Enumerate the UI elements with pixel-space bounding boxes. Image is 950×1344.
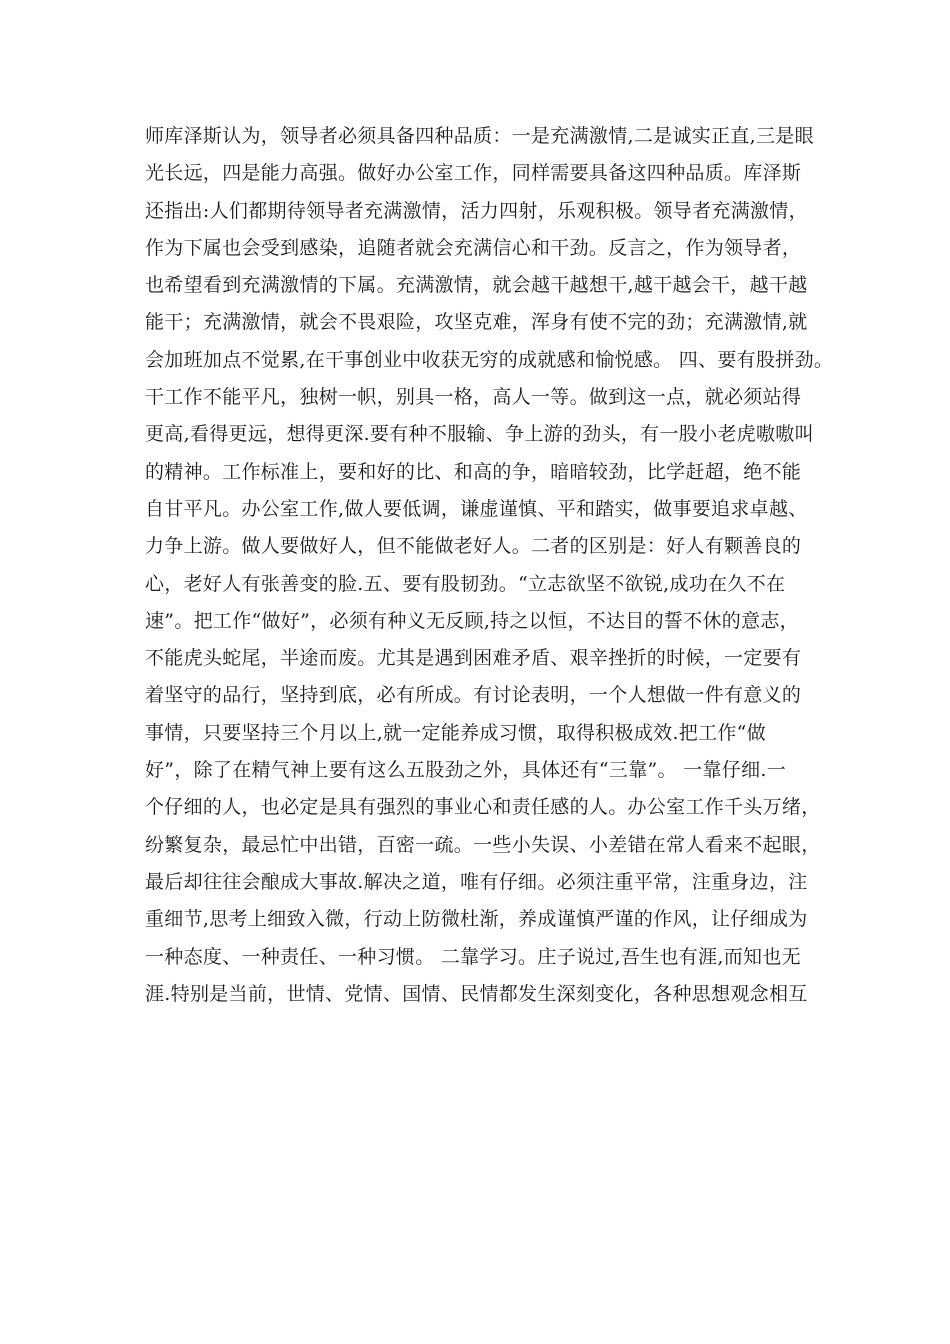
text-line: 光长远，四是能力高强。做好办公室工作，同样需要具备这四种品质。库泽斯 [145, 162, 802, 185]
text-line: 速”。把工作“做好”，必须有种义无反顾,持之以恒，不达目的誓不休的意志， [145, 609, 799, 632]
text-line: 事情，只要坚持三个月以上,就一定能养成习惯，取得积极成效.把工作“做 [145, 721, 766, 744]
text-line: 力争上游。做人要做好人，但不能做老好人。二者的区别是：好人有颗善良的 [145, 535, 802, 558]
text-line: 不能虎头蛇尾，半途而废。尤其是遇到困难矛盾、艰辛挫折的时候，一定要有 [145, 647, 802, 670]
body-text [145, 118, 845, 1013]
text-line: 的精神。工作标准上，要和好的比、和高的争，暗暗较劲，比学赶超，绝不能 [145, 460, 802, 483]
text-line: 纷繁复杂，最忌忙中出错，百密一疏。一些小失误、小差错在常人看来不起眼， [145, 833, 821, 856]
text-line: 一种态度、一种责任、一种习惯。 二靠学习。庄子说过,吾生也有涯,而知也无 [145, 945, 801, 968]
text-line: 能干；充满激情，就会不畏艰险，攻坚克难，浑身有使不完的劲；充满激情,就 [145, 311, 808, 334]
text-line: 干工作不能平凡，独树一帜，别具一格，高人一等。做到这一点，就必须站得 [145, 386, 802, 409]
text-line: 会加班加点不觉累,在干事创业中收获无穷的成就感和愉悦感。 四、要有股拼劲。 [145, 348, 834, 371]
text-line: 重细节,思考上细致入微，行动上防微杜渐，养成谨慎严谨的作风，让仔细成为 [145, 908, 808, 931]
text-line: 作为下属也会受到感染，追随者就会充满信心和干劲。反言之，作为领导者， [145, 236, 802, 259]
text-line: 自甘平凡。办公室工作,做人要低调，谦虚谨慎、平和踏实，做事要追求卓越、 [145, 497, 808, 520]
text-line: 更高,看得更远，想得更深.要有种不服输、争上游的劲头，有一股小老虎嗷嗷叫 [145, 423, 814, 446]
text-line: 好”，除了在精气神上要有这么五股劲之外，具体还有“三靠”。 一靠仔细.一 [145, 759, 787, 782]
text-line: 个仔细的人，也必定是具有强烈的事业心和责任感的人。办公室工作千头万绪， [145, 796, 821, 819]
text-line: 师库泽斯认为，领导者必须具备四种品质：一是充满激情,二是诚实正直,三是眼 [145, 125, 814, 147]
text-line: 着坚守的品行，坚持到底，必有所成。有讨论表明，一个人想做一件有意义的 [145, 684, 802, 707]
text-line: 涯.特别是当前，世情、党情、国情、民情都发生深刻变化，各种思想观念相互 [145, 982, 808, 1005]
text-line: 最后却往往会酿成大事故.解决之道，唯有仔细。必须注重平常，注重身边，注 [145, 870, 808, 893]
text-line: 也希望看到充满激情的下属。充满激情，就会越干越想干,越干越会干，越干越 [145, 274, 808, 297]
text-line: 心，老好人有张善变的脸.五、要有股韧劲。“立志欲坚不欲锐,成功在久不在 [145, 572, 786, 595]
text-line: 还指出:人们都期待领导者充满激情，活力四射，乐观积极。领导者充满激情， [145, 199, 808, 222]
